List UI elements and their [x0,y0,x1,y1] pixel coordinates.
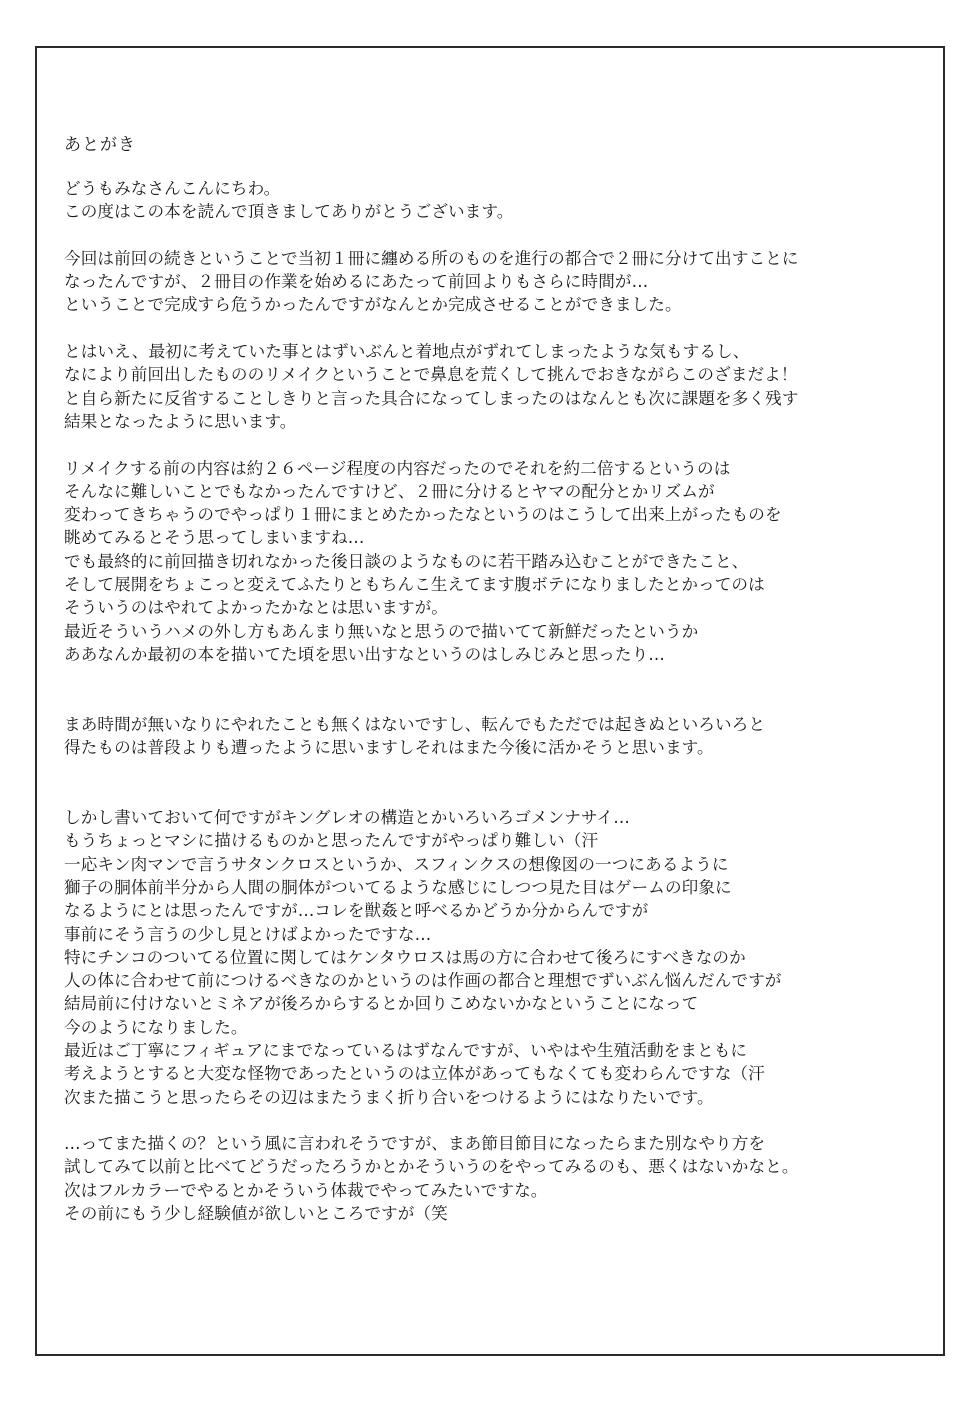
text-line: とはいえ、最初に考えていた事とはずいぶんと着地点がずれてしまったような気もするし、 [64,342,750,362]
text-line: なにより前回出したもののリメイクということで鼻息を荒くして挑んでおきながらこのざまだよ！ [64,365,798,385]
paragraph-gap [64,224,924,247]
paragraph-gap [64,759,924,782]
paragraph-gap [64,666,924,689]
text-line: まあ時間が無いなりにやれたことも無くはないですし、転んでもただでは起きぬといろいろと [64,714,766,734]
text-line: 考えようとすると大変な怪物であったというのは立体があってもなくても変わらんですな（汗 [64,1064,765,1084]
text-line: 最近そういうハメの外し方もあんまり無いなと思うので描いてて新鮮だったというか [64,621,699,641]
text-line: リメイクする前の内容は約２６ページ程度の内容だったのでそれを約二倍するというのは [64,458,731,478]
text-line: 今のようになりました。 [64,1017,248,1037]
paragraph-gap [64,690,924,713]
text-line: 獅子の胴体前半分から人間の胴体がついてるような感じにしつつ見た目はゲームの印象に [64,877,732,897]
paragraph-gap [64,1109,924,1132]
text-line: この度はこの本を読んで頂きましてありがとうございます。 [64,202,514,222]
text-line: 今回は前回の続きということで当初１冊に纏める所のものを進行の都合で２冊に分けて出すことに [64,248,799,268]
text-line: 最近はご丁寧にフィギュアにまでなっているはずなんですが、いやはや生殖活動をまともに [64,1040,748,1060]
text-line: と自ら新たに反省することしきりと言った具合になってしまったのはなんとも次に課題を多く残す [64,388,799,408]
text-line: しかし書いておいて何ですがキングレオの構造とかいろいろゴメンナサイ… [64,808,630,828]
paragraph-gap [64,317,924,340]
text-line: 人の体に合わせて前につけるべきなのかというのは作画の都合と理想でずいぶん悩んだんですが [64,971,782,991]
text-line: なるようにとは思ったんですが…コレを獣姦と呼べるかどうか分からんですが [64,901,649,921]
text-line: 得たものは普段よりも遭ったように思いますしそれはまた今後に活かそうと思います。 [64,738,714,758]
afterword-body [64,177,924,1225]
paragraph-gap [64,783,924,806]
afterword-heading: あとがき [64,135,136,155]
text-line: 次また描こうと思ったらその辺はまたうまく折り合いをつけるようにはなりたいです。 [64,1087,714,1107]
text-line: ああなんか最初の本を描いてた頃を思い出すなというのはしみじみと思ったり… [64,644,665,664]
text-line: 一応キン肉マンで言うサタンクロスというか、スフィンクスの想像図の一つにあるように [64,854,729,874]
paragraph-gap [64,433,924,456]
text-line: そんなに難しいことでもなかったんですけど、２冊に分けるとヤマの配分とかリズムが [64,481,715,501]
text-line: もうちょっとマシに描けるものかと思ったんですがやっぱり難しい（汗 [64,831,599,851]
text-line: なったんですが、２冊目の作業を始めるにあたって前回よりもさらに時間が… [64,272,649,292]
text-line: でも最終的に前回描き切れなかった後日談のようなものに若干踏み込むことができたこと、 [64,551,749,571]
text-line: 特にチンコのついてる位置に関してはケンタウロスは馬の方に合わせて後ろにすべきなのか [64,947,746,967]
text-line: 次はフルカラーでやるとかそういう体裁でやってみたいですな。 [64,1180,548,1200]
text-line: 結果となったように思います。 [64,411,297,431]
text-line: 結局前に付けないとミネアが後ろからするとか回りこめないかなということになって [64,994,699,1014]
text-line: その前にもう少し経験値が欲しいところですが（笑 [64,1204,448,1224]
text-line: 眺めてみるとそう思ってしまいますね… [64,528,365,548]
text-line: 変わってきちゃうのでやっぱり１冊にまとめたかったなというのはこうして出来上がったものを [64,505,782,525]
text-line: 事前にそう言うの少し見とけばよかったですな… [64,924,432,944]
text-line: …ってまた描くの？という風に言われそうですが、まあ節目節目になったらまた別なやり方を [64,1134,766,1154]
text-line: どうもみなさんこんにちわ。 [64,179,281,198]
text-line: 試してみて以前と比べてどうだったろうかとかそういうのをやってみるのも、悪くはないかなと。 [64,1157,799,1177]
text-line: ということで完成すら危うかったんですがなんとか完成させることができました。 [64,295,682,315]
text-line: そして展開をちょこっと変えてふたりともちんこ生えてます腹ボテになりましたとかってのは [64,575,765,595]
text-line: そういうのはやれてよかったかなとは思いますが。 [64,598,448,618]
